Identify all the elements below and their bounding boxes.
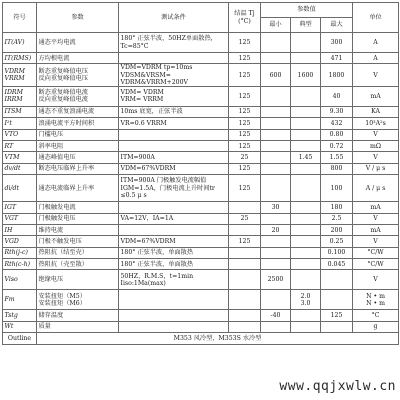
header-row-1 [3,3,399,18]
row-min: 2500 [261,270,291,290]
row-max: 0.80 [321,129,353,140]
row-condition [119,310,229,321]
table-row [3,140,399,151]
row-max: 300 [321,33,353,53]
row-param: 断态重复峰值电压 反向重复峰值电压 [37,64,119,86]
row-tj [229,224,261,235]
row-max: 432 [321,118,353,129]
row-max: 125 [321,310,353,321]
row-unit: V [353,213,399,224]
table-row [3,53,399,64]
table-row [3,64,399,86]
row-condition [119,140,229,151]
row-unit: mA [353,86,399,106]
row-condition: VDM=67%VDRM [119,236,229,247]
row-tj [229,259,261,270]
row-condition: 10ms 底宽，正弦半波 [119,106,229,117]
row-max: 2.5 [321,213,353,224]
row-typ: 2.0 3.0 [291,290,321,310]
row-max: 1.55 [321,152,353,163]
row-symbol: VDRM VRRM [3,64,37,86]
row-condition: VR=0.6 VRRM [119,118,229,129]
row-param: 质量 [37,321,119,332]
row-max: 180 [321,202,353,213]
table-row [3,202,399,213]
row-condition: 180° 正弦半波，单面散热 [119,259,229,270]
row-max: 0.045 [321,259,353,270]
table-row [3,321,399,332]
row-tj [229,321,261,332]
row-symbol: I²t [3,118,37,129]
row-min [261,236,291,247]
row-typ [291,163,321,174]
row-max: 40 [321,86,353,106]
row-tj: 125 [229,64,261,86]
row-min: 30 [261,202,291,213]
table-row [3,213,399,224]
row-symbol: IH [3,224,37,235]
table-row [3,270,399,290]
row-tj: 125 [229,33,261,53]
row-unit: mA [353,202,399,213]
row-tj: 125 [229,118,261,129]
row-symbol: Wt [3,321,37,332]
row-unit: V [353,270,399,290]
row-tj: 125 [229,236,261,247]
row-condition [119,290,229,310]
outline-label: Outline [3,333,37,345]
row-min [261,290,291,310]
row-condition [119,53,229,64]
table-row [3,152,399,163]
row-symbol: IGT [3,202,37,213]
header-typ: 典型 [291,18,321,33]
row-param: 门极触发电流 [37,202,119,213]
row-unit: °C/W [353,247,399,258]
row-typ [291,33,321,53]
row-param: 通态峰值电压 [37,152,119,163]
row-typ [291,175,321,202]
row-unit: A [353,33,399,53]
row-param: 热阻抗（结至壳） [37,247,119,258]
row-max: 0.25 [321,236,353,247]
row-tj [229,270,261,290]
table-row [3,106,399,117]
row-typ [291,140,321,151]
row-max [321,321,353,332]
row-typ [291,259,321,270]
row-typ [291,310,321,321]
row-param: 维持电流 [37,224,119,235]
row-param: 门极不触发电压 [37,236,119,247]
row-param: 通态电流临界上升率 [37,175,119,202]
header-min: 最小 [261,18,291,33]
row-param: 斜率电阻 [37,140,119,151]
row-condition: 180° 正弦半波，单面散热 [119,247,229,258]
row-symbol: Rth(c-h) [3,259,37,270]
row-param: 储存温度 [37,310,119,321]
table-row [3,86,399,106]
row-unit: V / μ s [353,163,399,174]
row-param: 通态平均电流 [37,33,119,53]
row-typ [291,106,321,117]
row-max [321,290,353,310]
row-tj: 125 [229,175,261,202]
row-typ [291,53,321,64]
row-tj [229,202,261,213]
row-min [261,247,291,258]
row-unit: KA [353,106,399,117]
table-row [3,175,399,202]
row-param: 安装扭矩（M5） 安装扭矩（M6） [37,290,119,310]
row-max: 1800 [321,64,353,86]
row-min [261,321,291,332]
row-max: 0.100 [321,247,353,258]
row-tj: 125 [229,163,261,174]
row-symbol: di/dt [3,175,37,202]
row-param: 断态电压临界上升率 [37,163,119,174]
row-param: 门极触发电压 [37,213,119,224]
row-condition: 180° 正弦半波，50HZ单面散热，Tc=85°C [119,33,229,53]
row-condition: VA=12V，IA=1A [119,213,229,224]
row-condition: 50HZ，R.M.S，t=1min Iiso:1Ma(max) [119,270,229,290]
row-symbol: dv/dt [3,163,37,174]
row-unit: g [353,321,399,332]
header-value: 参数值 [261,3,353,18]
row-unit: mΩ [353,140,399,151]
row-typ: 1.45 [291,152,321,163]
row-tj: 125 [229,106,261,117]
table-row [3,118,399,129]
row-unit: °C [353,310,399,321]
table-row [3,224,399,235]
row-symbol: IT(RMS) [3,53,37,64]
row-typ [291,236,321,247]
row-unit: V [353,152,399,163]
table-row [3,259,399,270]
row-unit: °C/W [353,259,399,270]
row-max: 471 [321,53,353,64]
row-max: 9.30 [321,106,353,117]
table-row [3,163,399,174]
row-tj: 25 [229,213,261,224]
header-tj: 结温 Tj (°C) [229,3,261,33]
row-typ [291,213,321,224]
row-condition [119,321,229,332]
row-min [261,53,291,64]
row-symbol: Viso [3,270,37,290]
row-max: 800 [321,163,353,174]
row-symbol: VTM [3,152,37,163]
row-condition: VDM= VDRM VRM= VRRM [119,86,229,106]
row-typ [291,202,321,213]
row-typ [291,247,321,258]
row-min: 20 [261,224,291,235]
row-max: 200 [321,224,353,235]
row-min [261,129,291,140]
header-symbol: 符号 [3,3,37,33]
row-param: 热阻抗（壳至散） [37,259,119,270]
row-min [261,213,291,224]
row-condition [119,129,229,140]
row-symbol: IT(AV) [3,33,37,53]
row-symbol: ITSM [3,106,37,117]
spec-body [3,33,399,333]
row-tj [229,310,261,321]
table-row [3,290,399,310]
row-param: 绝缘电压 [37,270,119,290]
row-tj: 125 [229,53,261,64]
row-min [261,33,291,53]
row-typ [291,86,321,106]
row-unit: V [353,236,399,247]
row-condition: ITM=900A [119,152,229,163]
header-conditions: 测试条件 [119,3,229,33]
spec-table [2,2,399,345]
row-unit: mA [353,224,399,235]
watermark-text: www.qqjxwlw.cn [279,379,396,394]
row-param: 通态不重复浪涌电流 [37,106,119,117]
row-typ [291,270,321,290]
outline-text: M353 风冷型，M353S 水冷型 [37,333,399,345]
row-symbol: VTO [3,129,37,140]
row-symbol: IDRM IRRM [3,86,37,106]
row-symbol: Rth(j-c) [3,247,37,258]
header-unit: 单位 [353,3,399,33]
row-condition [119,224,229,235]
table-row [3,247,399,258]
row-symbol: Tstg [3,310,37,321]
row-condition: ITM=900A 门极触发电流幅值 IGM=1.5A，门极电流上升时间tr ≤0.5 μ s [119,175,229,202]
row-tj [229,247,261,258]
row-condition: VDM=VDRM tp=10ms VDSM&VRSM= VDRM&VRRM+200V [119,64,229,86]
row-typ: 1600 [291,64,321,86]
row-unit: V [353,129,399,140]
row-min [261,86,291,106]
row-typ [291,118,321,129]
row-param: 浪涌电流平方时间积 [37,118,119,129]
row-tj [229,290,261,310]
row-param: 断态重复峰值电流 反向重复峰值电流 [37,86,119,106]
row-typ [291,224,321,235]
outline-row [3,333,399,345]
row-unit: 10³A²s [353,118,399,129]
row-typ [291,129,321,140]
table-row [3,129,399,140]
row-symbol: Fm [3,290,37,310]
header-param: 参数 [37,3,119,33]
row-min [261,259,291,270]
row-condition [119,202,229,213]
row-max: 0.72 [321,140,353,151]
row-unit: V [353,64,399,86]
row-min [261,163,291,174]
row-max [321,270,353,290]
row-min [261,140,291,151]
row-symbol: VGD [3,236,37,247]
row-tj: 25 [229,152,261,163]
table-row [3,310,399,321]
row-unit: A [353,53,399,64]
row-tj: 125 [229,140,261,151]
header-max: 最大 [321,18,353,33]
table-row [3,236,399,247]
row-min [261,106,291,117]
row-typ [291,321,321,332]
row-unit: N • m N • m [353,290,399,310]
row-tj: 125 [229,86,261,106]
row-min: -40 [261,310,291,321]
row-min [261,152,291,163]
row-max: 100 [321,175,353,202]
row-min [261,175,291,202]
row-param: 门槛电压 [37,129,119,140]
row-tj: 125 [229,129,261,140]
row-min [261,118,291,129]
row-min: 600 [261,64,291,86]
row-symbol: VGT [3,213,37,224]
row-condition: VDM=67%VDRM [119,163,229,174]
row-symbol: RT [3,140,37,151]
table-row [3,33,399,53]
row-param: 方均根电流 [37,53,119,64]
row-unit: A / μ s [353,175,399,202]
